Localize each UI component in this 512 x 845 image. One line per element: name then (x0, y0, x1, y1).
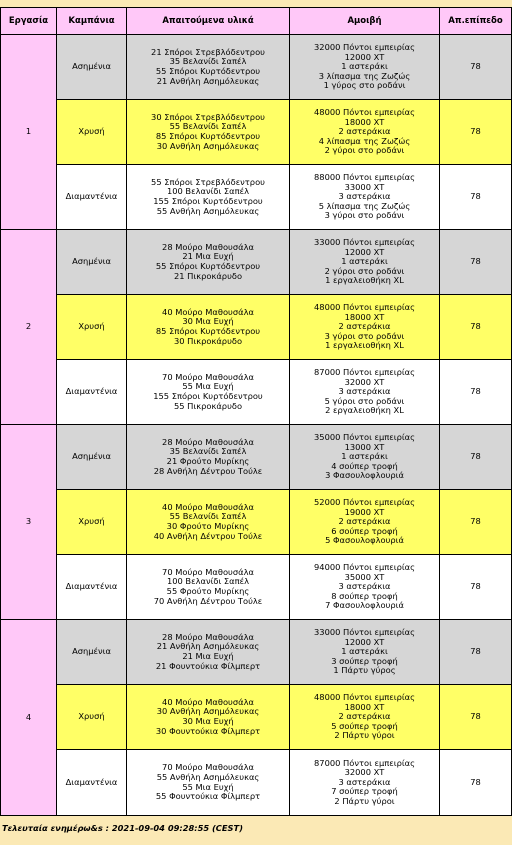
material-line: 70 Μούρο Μαθουσάλα (162, 762, 254, 773)
material-line: 21 Ανθήλη Ασημόλευκας (156, 641, 260, 652)
table-row (1, 360, 512, 425)
material-line: 70 Μούρο Μαθουσάλα (162, 566, 254, 577)
required-level-cell: 78 (440, 620, 512, 685)
reward-line: 3 αστεράκια (338, 386, 391, 397)
reward-line: 5 λίπασμα της Ζωζώς (318, 200, 411, 211)
reward-line: 1 αστεράκι (341, 451, 388, 462)
materials-cell (127, 490, 290, 555)
reward-line: 5 σούπερ τροφή (331, 720, 398, 731)
task-number-cell: 2 (1, 230, 57, 425)
reward-line: 2 γύροι στο ροδάνι (324, 145, 405, 156)
material-line: 21 Φουντούκια Φίλμπερτ (155, 660, 261, 671)
reward-line: 5 Φασουλοφλουριά (325, 535, 404, 546)
header-reward: Αμοιβή (290, 8, 440, 35)
reward-line: 33000 Πόντοι εμπειρίας (314, 627, 415, 638)
material-line: 35 Βελανίδι Σαπέλ (169, 56, 247, 67)
material-line: 21 Πικροκάρυδο (173, 270, 243, 281)
reward-line: 3 σούπερ τροφή (331, 655, 398, 666)
material-line: 55 Σπόροι Κυρτόδεντρου (155, 66, 261, 76)
header-materials: Απαιτούμενα υλικά (127, 8, 290, 35)
material-line: 55 Βελανίδι Σαπέλ (169, 511, 247, 522)
materials-cell (127, 100, 290, 165)
reward-line: 13000 ΧΤ (344, 441, 385, 452)
material-line: 85 Σπόροι Κυρτόδεντρου (155, 131, 261, 141)
campaign-tier-cell: Ασημένια (57, 620, 127, 685)
reward-line: 2 αστεράκια (338, 126, 391, 137)
materials-cell (127, 620, 290, 685)
material-line: 100 Βελανίδι Σαπέλ (166, 186, 250, 197)
reward-line: 2 αστεράκια (338, 321, 391, 332)
reward-cell (290, 230, 440, 295)
materials-cell (127, 165, 290, 230)
reward-line: 3 αστεράκια (338, 581, 391, 592)
material-line: 155 Σπόροι Κυρτόδεντρου (153, 391, 263, 401)
reward-line: 7 Φασουλοφλουριά (325, 600, 404, 611)
material-line: 28 Μούρο Μαθουσάλα (162, 631, 254, 642)
reward-line: 2 αστεράκια (338, 711, 391, 722)
reward-cell (290, 620, 440, 685)
reward-cell (290, 750, 440, 816)
reward-line: 5 γύροι στο ροδάνι (324, 395, 405, 406)
reward-line: 2 εργαλειοθήκη XL (325, 405, 404, 416)
table-row (1, 685, 512, 750)
last-updated-footer: Τελευταία ενημέρω&s : 2021-09-04 09:28:55 (CEST) (2, 823, 243, 833)
reward-line: 3 γύροι στο ροδάνι (324, 330, 405, 341)
reward-line: 8 σούπερ τροφή (331, 590, 398, 601)
reward-cell (290, 35, 440, 100)
material-line: 30 Ανθήλη Ασημόλευκας (156, 706, 260, 717)
header-level: Απ.επίπεδο (440, 8, 512, 35)
table-row (1, 750, 512, 816)
reward-line: 35000 ΧΤ (344, 571, 385, 582)
table-row (1, 230, 512, 295)
reward-line: 18000 ΧΤ (344, 116, 385, 127)
reward-line: 2 γύροι στο ροδάνι (324, 265, 405, 276)
reward-line: 1 αστεράκι (341, 61, 388, 72)
table-row (1, 35, 512, 100)
materials-cell (127, 360, 290, 425)
reward-line: 87000 Πόντοι εμπειρίας (314, 367, 415, 378)
material-line: 40 Μούρο Μαθουσάλα (162, 501, 254, 512)
required-level-cell: 78 (440, 750, 512, 816)
campaign-tier-cell: Διαμαντένια (57, 165, 127, 230)
campaign-tier-cell: Διαμαντένια (57, 555, 127, 620)
reward-line: 48000 Πόντοι εμπειρίας (314, 692, 415, 703)
reward-line: 12000 ΧΤ (344, 636, 385, 647)
reward-line: 32000 Πόντοι εμπειρίας (314, 42, 415, 53)
material-line: 28 Μούρο Μαθουσάλα (162, 241, 254, 252)
reward-line: 32000 ΧΤ (344, 767, 385, 778)
reward-cell (290, 490, 440, 555)
material-line: 21 Μια Ευχή (182, 651, 234, 661)
reward-cell (290, 360, 440, 425)
material-line: 55 Σπόροι Στρεβλόδεντρου (151, 176, 265, 187)
materials-cell (127, 750, 290, 816)
reward-line: 4 σούπερ τροφή (331, 460, 398, 471)
required-level-cell: 78 (440, 165, 512, 230)
required-level-cell: 78 (440, 360, 512, 425)
material-line: 155 Σπόροι Κυρτόδεντρου (153, 196, 263, 206)
materials-cell (127, 685, 290, 750)
material-line: 35 Βελανίδι Σαπέλ (169, 446, 247, 457)
material-line: 70 Μούρο Μαθουσάλα (162, 371, 254, 382)
campaign-tier-cell: Χρυσή (57, 295, 127, 360)
material-line: 40 Μούρο Μαθουσάλα (162, 696, 254, 707)
material-line: 40 Ανθήλη Δέντρου Τούλε (153, 530, 263, 541)
header-task: Εργασία (1, 8, 57, 35)
material-line: 28 Ανθήλη Δέντρου Τούλε (153, 465, 263, 476)
campaign-tier-cell: Χρυσή (57, 100, 127, 165)
material-line: 30 Πικροκάρυδο (173, 335, 243, 346)
reward-line: 18000 ΧΤ (344, 701, 385, 712)
reward-cell (290, 295, 440, 360)
material-line: 55 Μια Ευχή (182, 381, 234, 392)
reward-line: 2 Πάρτυ γύροι (334, 795, 395, 806)
reward-line: 3 Φασουλοφλουριά (325, 470, 404, 481)
task-number-cell: 4 (1, 620, 57, 816)
task-number-cell: 3 (1, 425, 57, 620)
required-level-cell: 78 (440, 35, 512, 100)
reward-cell (290, 685, 440, 750)
reward-line: 1 γύρος στο ροδάνι (323, 80, 406, 91)
reward-line: 3 αστεράκια (338, 776, 391, 787)
material-line: 55 Φουντούκια Φίλμπερτ (155, 791, 261, 802)
material-line: 70 Ανθήλη Δέντρου Τούλε (153, 595, 263, 606)
required-level-cell: 78 (440, 100, 512, 165)
materials-cell (127, 35, 290, 100)
material-line: 55 Μια Ευχή (182, 781, 234, 792)
reward-line: 19000 ΧΤ (344, 506, 385, 517)
material-line: 21 Μια Ευχή (182, 251, 234, 262)
material-line: 30 Φρούτο Μυρίκης (166, 521, 250, 531)
reward-cell (290, 165, 440, 230)
campaign-tier-cell: Ασημένια (57, 35, 127, 100)
reward-line: 2 Πάρτυ γύροι (334, 730, 395, 741)
reward-line: 94000 Πόντοι εμπειρίας (314, 562, 415, 573)
table-row (1, 100, 512, 165)
reward-line: 3 γύροι στο ροδάνι (324, 210, 405, 221)
material-line: 30 Μια Ευχή (182, 716, 234, 726)
material-line: 30 Φουντούκια Φίλμπερτ (155, 725, 261, 736)
required-level-cell: 78 (440, 425, 512, 490)
campaign-tier-cell: Ασημένια (57, 230, 127, 295)
material-line: 30 Ανθήλη Ασημόλευκας (156, 140, 260, 151)
reward-line: 12000 ΧΤ (344, 51, 385, 62)
materials-cell (127, 230, 290, 295)
material-line: 28 Μούρο Μαθουσάλα (162, 436, 254, 447)
reward-line: 3 αστεράκια (338, 191, 391, 202)
material-line: 21 Φρούτο Μυρίκης (166, 456, 250, 466)
table-row (1, 165, 512, 230)
campaign-table (0, 7, 512, 816)
materials-cell (127, 295, 290, 360)
campaign-tier-cell: Χρυσή (57, 490, 127, 555)
reward-line: 2 αστεράκια (338, 516, 391, 527)
material-line: 30 Σπόροι Στρεβλόδεντρου (151, 111, 265, 122)
reward-line: 48000 Πόντοι εμπειρίας (314, 107, 415, 118)
campaign-tier-cell: Διαμαντένια (57, 750, 127, 816)
reward-line: 4 λίπασμα της Ζωζώς (318, 135, 411, 146)
material-line: 55 Φρούτο Μυρίκης (166, 586, 250, 596)
campaign-tier-cell: Χρυσή (57, 685, 127, 750)
reward-line: 35000 Πόντοι εμπειρίας (314, 432, 415, 443)
table-header-row (1, 8, 512, 35)
reward-line: 48000 Πόντοι εμπειρίας (314, 302, 415, 313)
material-line: 55 Σπόροι Κυρτόδεντρου (155, 261, 261, 271)
campaign-tier-cell: Διαμαντένια (57, 360, 127, 425)
reward-line: 87000 Πόντοι εμπειρίας (314, 757, 415, 768)
material-line: 55 Βελανίδι Σαπέλ (169, 121, 247, 132)
required-level-cell: 78 (440, 295, 512, 360)
reward-line: 1 αστεράκι (341, 646, 388, 657)
table-row (1, 295, 512, 360)
material-line: 21 Σπόροι Στρεβλόδεντρου (151, 46, 265, 57)
table-row (1, 620, 512, 685)
material-line: 55 Ανθήλη Ασημόλευκας (156, 205, 260, 216)
materials-cell (127, 425, 290, 490)
material-line: 55 Πικροκάρυδο (173, 400, 243, 411)
reward-line: 1 Πάρτυ γύρος (333, 665, 396, 676)
reward-line: 3 λίπασμα της Ζωζώς (318, 70, 411, 81)
material-line: 40 Μούρο Μαθουσάλα (162, 306, 254, 317)
task-number-cell: 1 (1, 35, 57, 230)
reward-line: 1 εργαλειοθήκη XL (325, 340, 404, 351)
material-line: 21 Ανθήλη Ασημόλευκας (156, 75, 260, 86)
campaign-tier-cell: Ασημένια (57, 425, 127, 490)
material-line: 100 Βελανίδι Σαπέλ (166, 576, 250, 587)
reward-line: 52000 Πόντοι εμπειρίας (314, 497, 415, 508)
materials-cell (127, 555, 290, 620)
reward-line: 1 αστεράκι (341, 256, 388, 267)
material-line: 55 Ανθήλη Ασημόλευκας (156, 771, 260, 782)
table-row (1, 555, 512, 620)
required-level-cell: 78 (440, 555, 512, 620)
reward-line: 6 σούπερ τροφή (331, 525, 398, 536)
material-line: 85 Σπόροι Κυρτόδεντρου (155, 326, 261, 336)
required-level-cell: 78 (440, 685, 512, 750)
reward-line: 32000 ΧΤ (344, 376, 385, 387)
reward-line: 88000 Πόντοι εμπειρίας (314, 172, 415, 183)
reward-line: 33000 Πόντοι εμπειρίας (314, 237, 415, 248)
reward-cell (290, 425, 440, 490)
required-level-cell: 78 (440, 230, 512, 295)
required-level-cell: 78 (440, 490, 512, 555)
reward-line: 1 εργαλειοθήκη XL (325, 275, 404, 286)
table-body (1, 35, 512, 816)
reward-line: 7 σούπερ τροφή (331, 786, 398, 797)
material-line: 30 Μια Ευχή (182, 316, 234, 327)
reward-line: 18000 ΧΤ (344, 311, 385, 322)
reward-line: 12000 ΧΤ (344, 246, 385, 257)
table-row (1, 425, 512, 490)
reward-cell (290, 555, 440, 620)
table-row (1, 490, 512, 555)
header-campaign: Καμπάνια (57, 8, 127, 35)
reward-line: 33000 ΧΤ (344, 181, 385, 192)
reward-cell (290, 100, 440, 165)
